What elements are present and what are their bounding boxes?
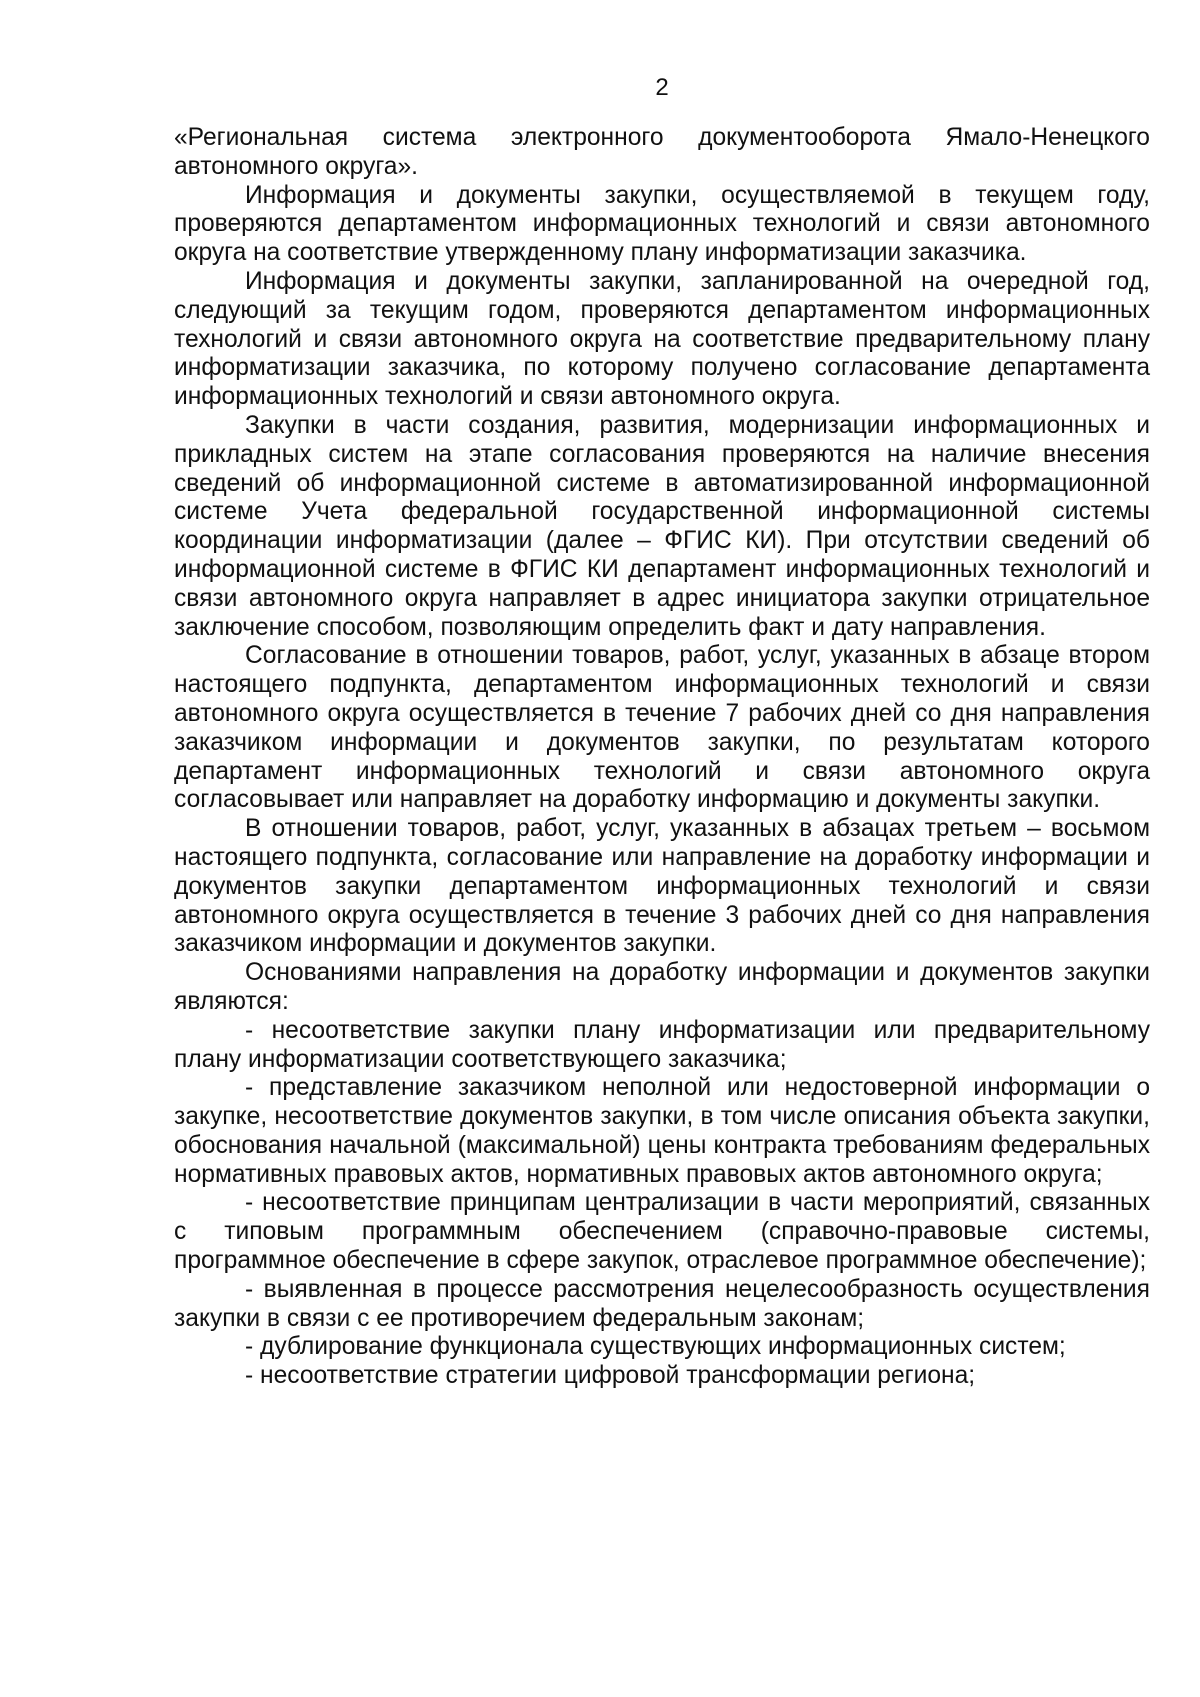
list-item-2: - представление заказчиком неполной или недостоверной информации о закупке, несоответствие документов закупки, в том числе описания объекта закупки, обоснования начальной (максимальной) цены контракта требованиям федеральных нормативных правовых актов, нормативных правовых актов автономного округа; — [174, 1074, 1150, 1188]
document-body — [174, 124, 1150, 1391]
list-item-6: - несоответствие стратегии цифровой трансформации региона; — [245, 1362, 976, 1390]
list-item-3: - несоответствие принципам централизации в части мероприятий, связанных с типовым программным обеспечением (справочно-правовые системы, программное обеспечение в сфере закупок, отраслевое программное обеспечение); — [174, 1189, 1150, 1275]
paragraph-4: Закупки в части создания, развития, модернизации информационных и прикладных систем на этапе согласования проверяются на наличие внесения сведений об информационной системе в автоматизированной информационной системе Учета федеральной государственной информационной системы координации информатизации (далее – ФГИС КИ). При отсутствии сведений об информационной системе в ФГИС КИ департамент информационных технологий и связи автономного округа направляет в адрес инициатора закупки отрицательное заключение способом, позволяющим определить факт и дату направления. — [174, 411, 1150, 641]
paragraph-7: Основаниями направления на доработку информации и документов закупки являются: — [174, 959, 1150, 1015]
list-item-5: - дублирование функционала существующих информационных систем; — [245, 1333, 1066, 1361]
paragraph-1: «Региональная система электронного документооборота Ямало-Ненецкого автономного округа». — [174, 124, 1150, 180]
page-number: 2 — [655, 74, 669, 101]
paragraph-2: Информация и документы закупки, осуществляемой в текущем году, проверяются департаментом информационных технологий и связи автономного округа на соответствие утвержденному плану информатизации заказчика. — [174, 181, 1150, 267]
paragraph-6: В отношении товаров, работ, услуг, указанных в абзацах третьем – восьмом настоящего подпункта, согласование или направление на доработку информации и документов закупки департаментом информационных технологий и связи автономного округа осуществляется в течение 3 рабочих дней со дня направления заказчиком информации и документов закупки. — [174, 815, 1150, 958]
list-item-4: - выявленная в процессе рассмотрения нецелесообразность осуществления закупки в связи с ее противоречием федеральным законам; — [174, 1275, 1150, 1332]
paragraph-5: Согласование в отношении товаров, работ, услуг, указанных в абзаце втором настоящего подпункта, департаментом информационных технологий и связи автономного округа осуществляется в течение 7 рабочих дней со дня направления заказчиком информации и документов закупки, по результатам которого департамент информационных технологий и связи автономного округа согласовывает или направляет на доработку информацию и документы закупки. — [174, 642, 1150, 814]
list-item-1: - несоответствие закупки плану информатизации или предварительному плану информатизации соответствующего заказчика; — [174, 1016, 1150, 1073]
paragraph-3: Информация и документы закупки, запланированной на очередной год, следующий за текущим годом, проверяются департаментом информационных технологий и связи автономного округа на соответствие предварительному плану информатизации заказчика, по которому получено согласование департамента информационных технологий и связи автономного округа. — [174, 267, 1150, 411]
